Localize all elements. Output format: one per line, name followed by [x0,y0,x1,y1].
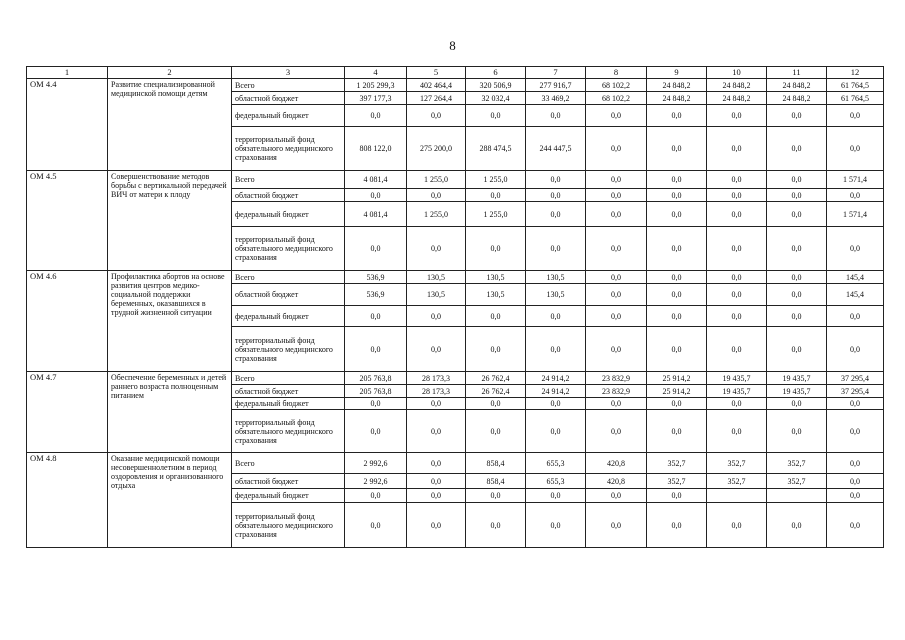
amount-cell: 0,0 [345,105,407,127]
amount-cell: 0,0 [466,398,526,410]
amount-cell: 0,0 [466,227,526,271]
funding-source: Всего [232,453,345,474]
amount-cell: 0,0 [526,189,586,202]
amount-cell: 0,0 [526,171,586,189]
amount-cell: 0,0 [345,189,407,202]
amount-cell: 0,0 [647,306,707,327]
amount-cell: 0,0 [707,171,767,189]
amount-cell: 320 506,9 [466,79,526,92]
amount-cell: 0,0 [767,398,827,410]
measure-code: ОМ 4.7 [27,372,108,453]
funding-source: Всего [232,271,345,284]
amount-cell: 0,0 [707,271,767,284]
amount-cell: 0,0 [466,489,526,503]
amount-cell: 244 447,5 [526,127,586,171]
amount-cell: 0,0 [707,284,767,306]
amount-cell: 28 173,3 [407,372,466,385]
amount-cell: 0,0 [466,327,526,372]
measure-code: ОМ 4.8 [27,453,108,548]
amount-cell: 0,0 [526,105,586,127]
amount-cell: 24 914,2 [526,372,586,385]
amount-cell: 0,0 [767,171,827,189]
amount-cell: 0,0 [827,227,884,271]
amount-cell: 130,5 [526,271,586,284]
amount-cell: 0,0 [586,171,647,189]
amount-cell: 1 571,4 [827,202,884,227]
amount-cell: 0,0 [345,410,407,453]
column-number-header: 2 [108,67,232,79]
amount-cell: 0,0 [407,398,466,410]
funding-source: территориальный фонд обязательного медицинского страхования [232,410,345,453]
table-row [27,171,884,189]
table-row [27,372,884,385]
amount-cell: 0,0 [827,410,884,453]
measure-code: ОМ 4.6 [27,271,108,372]
funding-source: федеральный бюджет [232,105,345,127]
measure-name: Совершенствование методов борьбы с вертикальной передачей ВИЧ от матери к плоду [108,171,232,271]
amount-cell: 0,0 [647,202,707,227]
amount-cell: 0,0 [767,227,827,271]
funding-source: областной бюджет [232,385,345,398]
funding-source: Всего [232,372,345,385]
amount-cell: 0,0 [707,306,767,327]
column-number-header: 3 [232,67,345,79]
amount-cell: 32 032,4 [466,92,526,105]
amount-cell: 0,0 [827,489,884,503]
amount-cell: 352,7 [767,453,827,474]
amount-cell: 0,0 [407,105,466,127]
amount-cell: 26 762,4 [466,372,526,385]
amount-cell: 0,0 [586,202,647,227]
amount-cell: 25 914,2 [647,385,707,398]
budget-table [26,66,884,548]
amount-cell: 0,0 [767,410,827,453]
amount-cell: 205 763,8 [345,385,407,398]
amount-cell: 19 435,7 [707,372,767,385]
amount-cell: 0,0 [345,327,407,372]
amount-cell: 420,8 [586,474,647,489]
funding-source: областной бюджет [232,284,345,306]
amount-cell: 0,0 [586,306,647,327]
amount-cell: 0,0 [407,503,466,548]
amount-cell: 0,0 [707,227,767,271]
amount-cell: 0,0 [586,227,647,271]
amount-cell: 37 295,4 [827,385,884,398]
amount-cell: 402 464,4 [407,79,466,92]
amount-cell: 0,0 [647,271,707,284]
funding-source: территориальный фонд обязательного медицинского страхования [232,127,345,171]
amount-cell: 26 762,4 [466,385,526,398]
funding-source: областной бюджет [232,189,345,202]
amount-cell: 0,0 [827,306,884,327]
column-number-header: 12 [827,67,884,79]
table-row [27,271,884,284]
measure-name: Обеспечение беременных и детей раннего возраста полноценным питанием [108,372,232,453]
amount-cell: 1 255,0 [466,171,526,189]
amount-cell: 68 102,2 [586,79,647,92]
amount-cell: 25 914,2 [647,372,707,385]
amount-cell: 0,0 [647,171,707,189]
amount-cell: 352,7 [647,453,707,474]
amount-cell: 655,3 [526,474,586,489]
amount-cell: 0,0 [526,202,586,227]
amount-cell: 0,0 [767,202,827,227]
amount-cell: 0,0 [647,105,707,127]
amount-cell: 0,0 [827,327,884,372]
amount-cell: 0,0 [827,398,884,410]
amount-cell: 536,9 [345,284,407,306]
amount-cell: 0,0 [586,503,647,548]
funding-source: Всего [232,79,345,92]
amount-cell: 0,0 [767,306,827,327]
amount-cell: 0,0 [767,327,827,372]
amount-cell: 130,5 [466,271,526,284]
measure-name: Оказание медицинской помощи несовершеннолетним в период оздоровления и организованного отдыха [108,453,232,548]
amount-cell: 0,0 [407,227,466,271]
amount-cell: 0,0 [647,398,707,410]
amount-cell: 0,0 [407,489,466,503]
funding-source: федеральный бюджет [232,489,345,503]
amount-cell: 0,0 [586,398,647,410]
amount-cell: 0,0 [647,189,707,202]
amount-cell [707,489,767,503]
amount-cell: 24 848,2 [647,79,707,92]
amount-cell: 352,7 [767,474,827,489]
amount-cell: 0,0 [827,105,884,127]
amount-cell: 0,0 [526,398,586,410]
amount-cell: 33 469,2 [526,92,586,105]
amount-cell: 420,8 [586,453,647,474]
amount-cell: 0,0 [466,105,526,127]
column-number-header: 8 [586,67,647,79]
amount-cell: 0,0 [707,327,767,372]
amount-cell: 0,0 [586,284,647,306]
column-number-header: 1 [27,67,108,79]
funding-source: территориальный фонд обязательного медицинского страхования [232,503,345,548]
measure-name: Развитие специализированной медицинской помощи детям [108,79,232,171]
amount-cell: 0,0 [345,398,407,410]
amount-cell: 127 264,4 [407,92,466,105]
amount-cell: 352,7 [707,453,767,474]
amount-cell: 536,9 [345,271,407,284]
amount-cell: 145,4 [827,271,884,284]
amount-cell: 0,0 [647,227,707,271]
amount-cell: 0,0 [345,227,407,271]
amount-cell: 23 832,9 [586,372,647,385]
amount-cell: 0,0 [586,489,647,503]
amount-cell: 0,0 [707,105,767,127]
amount-cell: 1 255,0 [407,202,466,227]
amount-cell: 205 763,8 [345,372,407,385]
funding-source: федеральный бюджет [232,398,345,410]
amount-cell: 0,0 [586,189,647,202]
amount-cell: 1 571,4 [827,171,884,189]
amount-cell: 0,0 [526,503,586,548]
amount-cell: 0,0 [466,410,526,453]
funding-source: Всего [232,171,345,189]
amount-cell: 808 122,0 [345,127,407,171]
amount-cell: 37 295,4 [827,372,884,385]
amount-cell: 2 992,6 [345,474,407,489]
amount-cell: 4 081,4 [345,202,407,227]
column-number-header: 5 [407,67,466,79]
amount-cell: 0,0 [586,127,647,171]
amount-cell: 2 992,6 [345,453,407,474]
amount-cell: 0,0 [767,105,827,127]
header-row [27,67,884,79]
measure-name: Профилактика абортов на основе развития центров медико-социальной поддержки беременных, оказавшихся в трудной жизненной ситуации [108,271,232,372]
measure-code: ОМ 4.4 [27,79,108,171]
amount-cell: 19 435,7 [767,372,827,385]
amount-cell: 0,0 [526,327,586,372]
funding-source: федеральный бюджет [232,306,345,327]
amount-cell: 352,7 [707,474,767,489]
amount-cell: 4 081,4 [345,171,407,189]
amount-cell: 0,0 [707,202,767,227]
amount-cell: 0,0 [526,489,586,503]
amount-cell: 19 435,7 [707,385,767,398]
amount-cell: 352,7 [647,474,707,489]
amount-cell: 0,0 [707,398,767,410]
amount-cell: 1 255,0 [466,202,526,227]
amount-cell: 0,0 [345,489,407,503]
amount-cell: 24 848,2 [767,79,827,92]
amount-cell: 24 848,2 [767,92,827,105]
measure-code: ОМ 4.5 [27,171,108,271]
amount-cell: 288 474,5 [466,127,526,171]
amount-cell: 0,0 [767,503,827,548]
column-number-header: 7 [526,67,586,79]
funding-source: федеральный бюджет [232,202,345,227]
column-number-header: 9 [647,67,707,79]
amount-cell: 0,0 [586,327,647,372]
amount-cell: 1 255,0 [407,171,466,189]
amount-cell: 0,0 [407,327,466,372]
amount-cell: 0,0 [407,189,466,202]
amount-cell: 0,0 [767,271,827,284]
amount-cell: 0,0 [827,503,884,548]
amount-cell: 397 177,3 [345,92,407,105]
amount-cell: 0,0 [827,127,884,171]
amount-cell: 0,0 [526,227,586,271]
amount-cell: 23 832,9 [586,385,647,398]
amount-cell: 0,0 [407,474,466,489]
amount-cell: 0,0 [647,284,707,306]
funding-source: областной бюджет [232,474,345,489]
amount-cell: 858,4 [466,453,526,474]
amount-cell: 61 764,5 [827,92,884,105]
amount-cell: 28 173,3 [407,385,466,398]
amount-cell: 19 435,7 [767,385,827,398]
amount-cell: 0,0 [767,284,827,306]
amount-cell: 0,0 [767,127,827,171]
table-row [27,79,884,92]
funding-source: областной бюджет [232,92,345,105]
amount-cell: 0,0 [586,105,647,127]
amount-cell: 0,0 [466,189,526,202]
amount-cell: 0,0 [466,503,526,548]
amount-cell: 0,0 [827,453,884,474]
amount-cell: 1 205 299,3 [345,79,407,92]
amount-cell: 0,0 [647,127,707,171]
amount-cell: 0,0 [345,503,407,548]
amount-cell: 0,0 [707,410,767,453]
amount-cell: 0,0 [466,306,526,327]
amount-cell: 24 848,2 [647,92,707,105]
amount-cell: 0,0 [647,327,707,372]
amount-cell: 68 102,2 [586,92,647,105]
funding-source: территориальный фонд обязательного медицинского страхования [232,327,345,372]
amount-cell: 0,0 [647,410,707,453]
amount-cell: 145,4 [827,284,884,306]
amount-cell: 0,0 [707,503,767,548]
amount-cell: 0,0 [827,189,884,202]
amount-cell: 0,0 [647,489,707,503]
amount-cell: 858,4 [466,474,526,489]
table-row [27,453,884,474]
amount-cell: 24 848,2 [707,92,767,105]
amount-cell: 0,0 [407,306,466,327]
amount-cell: 24 848,2 [707,79,767,92]
amount-cell: 0,0 [647,503,707,548]
amount-cell: 275 200,0 [407,127,466,171]
funding-source: территориальный фонд обязательного медицинского страхования [232,227,345,271]
amount-cell [767,489,827,503]
amount-cell: 130,5 [466,284,526,306]
amount-cell: 24 914,2 [526,385,586,398]
amount-cell: 0,0 [407,453,466,474]
amount-cell: 0,0 [707,189,767,202]
amount-cell: 0,0 [827,474,884,489]
amount-cell: 277 916,7 [526,79,586,92]
amount-cell: 0,0 [586,410,647,453]
amount-cell: 130,5 [407,271,466,284]
amount-cell: 0,0 [586,271,647,284]
amount-cell: 61 764,5 [827,79,884,92]
amount-cell: 130,5 [526,284,586,306]
amount-cell: 0,0 [345,306,407,327]
column-number-header: 11 [767,67,827,79]
amount-cell: 655,3 [526,453,586,474]
amount-cell: 0,0 [526,410,586,453]
amount-cell: 130,5 [407,284,466,306]
amount-cell: 0,0 [707,127,767,171]
amount-cell: 0,0 [526,306,586,327]
column-number-header: 6 [466,67,526,79]
column-number-header: 4 [345,67,407,79]
amount-cell: 0,0 [767,189,827,202]
page-number: 8 [449,38,456,53]
amount-cell: 0,0 [407,410,466,453]
column-number-header: 10 [707,67,767,79]
